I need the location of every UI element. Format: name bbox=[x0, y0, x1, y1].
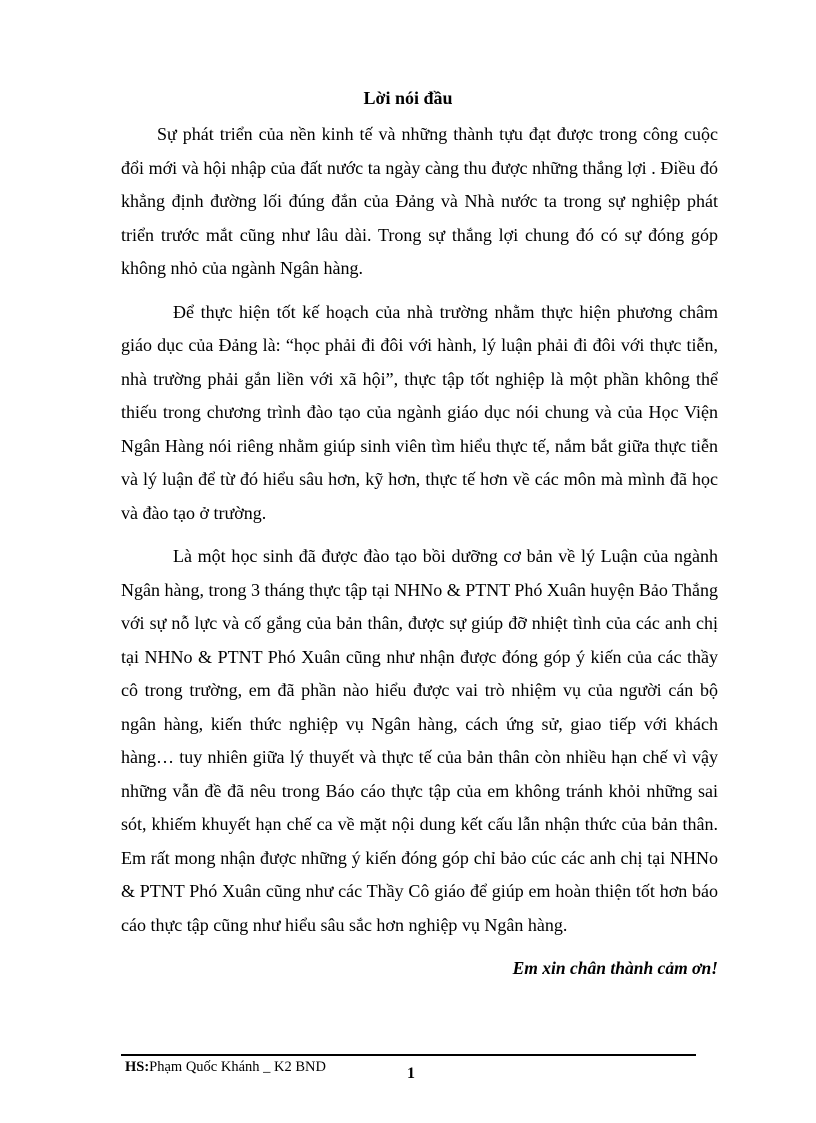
closing-thanks: Em xin chân thành cảm ơn! bbox=[512, 958, 718, 978]
paragraph-3: Là một học sinh đã được đào tạo bồi dưỡng cơ bản về lý Luận của ngành Ngân hàng, trong 3 tháng thực tập tại NHNo & PTNT Phó Xuân huyện Bảo Thắng với sự nỗ lực và cố gắng của bản thân, được sự giúp đỡ nhiệt tình của các anh chị tại NHNo & PTNT Phó Xuân cũng như nhận được đóng góp ý kiến của các thầy cô trong trường, em đã phần nào hiểu được vai trò nhiệm vụ của người cán bộ ngân hàng, kiến thức nghiệp vụ Ngân hàng, cách ứng sử, giao tiếp với khách hàng… tuy nhiên giữa lý thuyết và thực tế của bản thân còn nhiều hạn chế vì vậy những vẫn đề đã nêu trong Báo cáo thực tập của em không tránh khỏi những sai sót, khiếm khuyết hạn chế ca về mặt nội dung kết cấu lẫn nhận thức của bản thân. Em rất mong nhận được những ý kiến đóng góp chỉ bảo cúc các anh chị tại NHNo & PTNT Phó Xuân cũng như các Thầy Cô giáo để giúp em hoàn thiện tốt hơn báo cáo thực tập cũng như hiểu sâu sắc hơn nghiệp vụ Ngân hàng. bbox=[121, 546, 719, 935]
author-name: Phạm Quốc Khánh _ K2 BND bbox=[149, 1059, 326, 1075]
footer-author bbox=[125, 1059, 326, 1076]
author-prefix: HS: bbox=[125, 1059, 150, 1075]
document-body bbox=[121, 118, 718, 986]
paragraph-2: Để thực hiện tốt kế hoạch của nhà trường nhằm thực hiện phương châm giáo dục của Đảng là: “học phải đi đôi với hành, lý luận phải đi đôi với thực tiễn, nhà trường phải gắn liền với xã hội”, thực tập tốt nghiệp là một phần không thể thiếu trong chương trình đào tạo của ngành giáo dục nói chung và của Học Viện Ngân Hàng nói riêng nhằm giúp sinh viên tìm hiểu thực tế, nắm bắt giữa thực tiễn và lý luận để từ đó hiểu sâu hơn, kỹ hơn, thực tế hơn về các môn mà mình đã học và đào tạo ở trường. bbox=[121, 301, 718, 523]
footer-divider bbox=[121, 1054, 696, 1056]
page-title: Lời nói đầu bbox=[363, 88, 453, 108]
paragraph-1: Sự phát triển của nền kinh tế và những thành tựu đạt được trong công cuộc đổi mới và hội nhập của đất nước ta ngày càng thu được những thắng lợi . Điều đó khẳng định đường lối đúng đắn của Đảng và Nhà nước ta trong sự nghiệp phát triển trước mắt cũng như lâu dài. Trong sự thắng lợi chung đó có sự đóng góp không nhỏ của ngành Ngân hàng. bbox=[121, 124, 718, 278]
page-number: 1 bbox=[407, 1065, 415, 1082]
